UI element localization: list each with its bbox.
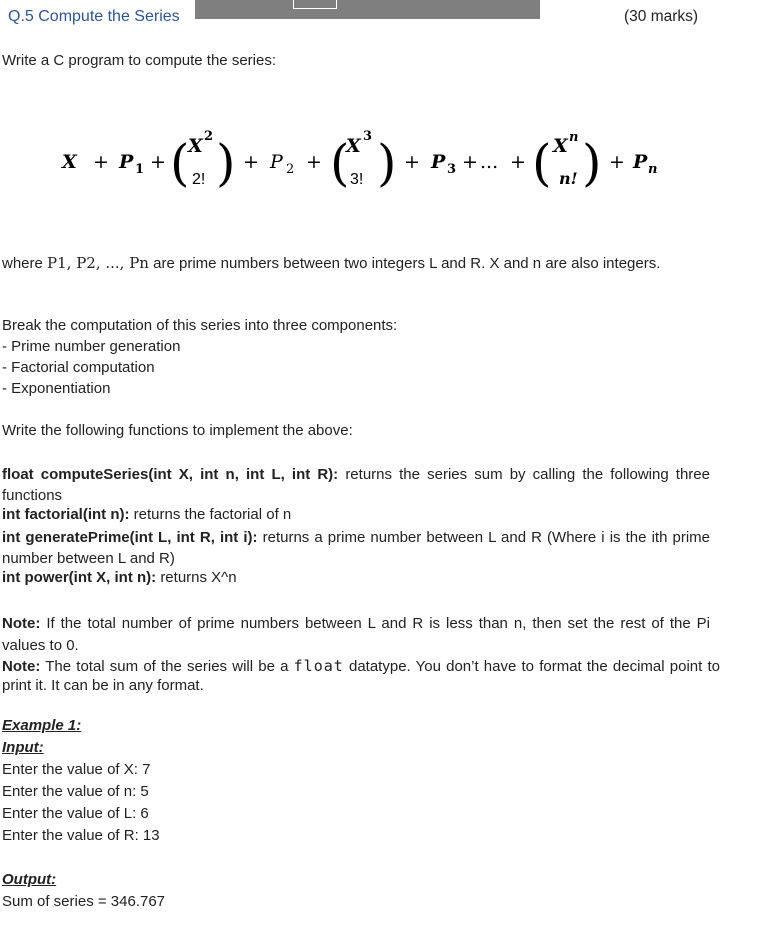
- formula-p2: P: [270, 151, 283, 173]
- formula-plus-5: +: [404, 151, 420, 173]
- formula-x2: X: [188, 135, 203, 157]
- marks-label: (30 marks): [624, 8, 699, 25]
- breakdown-item: - Prime number generation: [2, 338, 181, 355]
- function-signature: int generatePrime(int L, int R, int i):: [2, 529, 258, 546]
- formula-exp3: 3: [363, 129, 373, 144]
- formula-paren-close-2: ): [216, 134, 236, 192]
- where-primes: P1, P2, ..., Pn: [47, 254, 149, 272]
- function-signature: int factorial(int n):: [2, 506, 130, 523]
- formula-paren-open-n: (: [532, 134, 552, 192]
- where-paragraph: [2, 253, 710, 274]
- formula-den3: 3!: [350, 171, 364, 188]
- formula-paren-close-n: ): [582, 134, 602, 192]
- breakdown-intro: Break the computation of this series into three components:: [2, 317, 398, 334]
- formula-pn-sub: n: [648, 162, 658, 177]
- formula-paren-open-3: (: [330, 134, 350, 192]
- intro-text: Write a C program to compute the series:: [2, 52, 276, 69]
- function-power: [2, 569, 237, 586]
- formula-p1-sub: 1: [135, 162, 145, 177]
- where-prefix: where: [2, 255, 43, 272]
- note-label: Note:: [2, 615, 41, 632]
- formula-plus-8: +: [609, 151, 625, 173]
- functions-intro: Write the following functions to implement the above:: [2, 422, 353, 439]
- top-toolbar-bar: [195, 0, 540, 19]
- formula-p1: P: [119, 151, 134, 173]
- function-description: returns the series sum by calling the following three functions: [2, 466, 710, 504]
- formula-plus-2: +: [150, 151, 166, 173]
- example-title: Example 1:: [2, 717, 82, 734]
- formula-plus-7: +: [510, 151, 526, 173]
- example-output-value: Sum of series = 346.767: [2, 893, 166, 910]
- note-text-after: datatype. You don’t have to format the decimal point to print it. It can be in any format.: [2, 658, 721, 694]
- formula-den2: 2!: [192, 171, 206, 188]
- note-code: float: [293, 657, 344, 675]
- example-input-line: Enter the value of L: 6: [2, 805, 149, 822]
- example-input-line: Enter the value of R: 13: [2, 827, 160, 844]
- function-generate-prime: [2, 527, 710, 569]
- formula-plus-6: +: [462, 151, 478, 173]
- toolbar-tab-button[interactable]: [293, 0, 337, 9]
- note-text: If the total number of prime numbers between L and R is less than n, then set the rest of the Pi values to 0.: [2, 615, 710, 654]
- formula-x3: X: [346, 135, 361, 157]
- function-signature: int power(int X, int n):: [2, 569, 157, 586]
- function-factorial: [2, 506, 291, 523]
- formula-paren-open-2: (: [170, 134, 190, 192]
- formula-expn: n: [569, 130, 579, 145]
- formula-pn: P: [633, 151, 648, 173]
- function-compute-series: [2, 464, 710, 506]
- function-description: returns a prime number between L and R (Where i is the ith prime number between L and R): [2, 529, 711, 567]
- formula-p3: P: [431, 151, 446, 173]
- example-input-line: Enter the value of X: 7: [2, 761, 151, 778]
- series-formula: [0, 110, 763, 210]
- formula-paren-close-3: ): [377, 134, 397, 192]
- formula-plus-3: +: [243, 151, 259, 173]
- example-input-line: Enter the value of n: 5: [2, 783, 149, 800]
- function-description: returns X^n: [160, 569, 237, 586]
- where-rest: are prime numbers between two integers L and R. X and n are also integers.: [153, 255, 661, 272]
- example-output-label: Output:: [2, 871, 57, 888]
- function-description: returns the factorial of n: [133, 506, 292, 523]
- formula-p2-sub: 2: [286, 162, 295, 177]
- note-primes: [2, 613, 710, 657]
- example-input-label: Input:: [2, 739, 44, 756]
- formula-plus-1: +: [93, 151, 109, 173]
- note-label: Note:: [2, 658, 41, 675]
- function-signature: float computeSeries(int X, int n, int L, int R):: [2, 466, 339, 483]
- formula-exp2: 2: [204, 129, 214, 144]
- formula-denn: n!: [559, 169, 578, 188]
- formula-plus-4: +: [306, 151, 322, 173]
- breakdown-item: - Exponentiation: [2, 380, 111, 397]
- formula-p3-sub: 3: [447, 162, 457, 177]
- question-heading: Q.5 Compute the Series: [8, 8, 180, 25]
- breakdown-item: - Factorial computation: [2, 359, 155, 376]
- note-text-before: The total sum of the series will be a: [45, 658, 289, 675]
- formula-x: X: [62, 151, 77, 173]
- formula-xn: X: [553, 135, 568, 157]
- formula-ellipsis: ...: [480, 151, 499, 173]
- note-float: [2, 657, 720, 695]
